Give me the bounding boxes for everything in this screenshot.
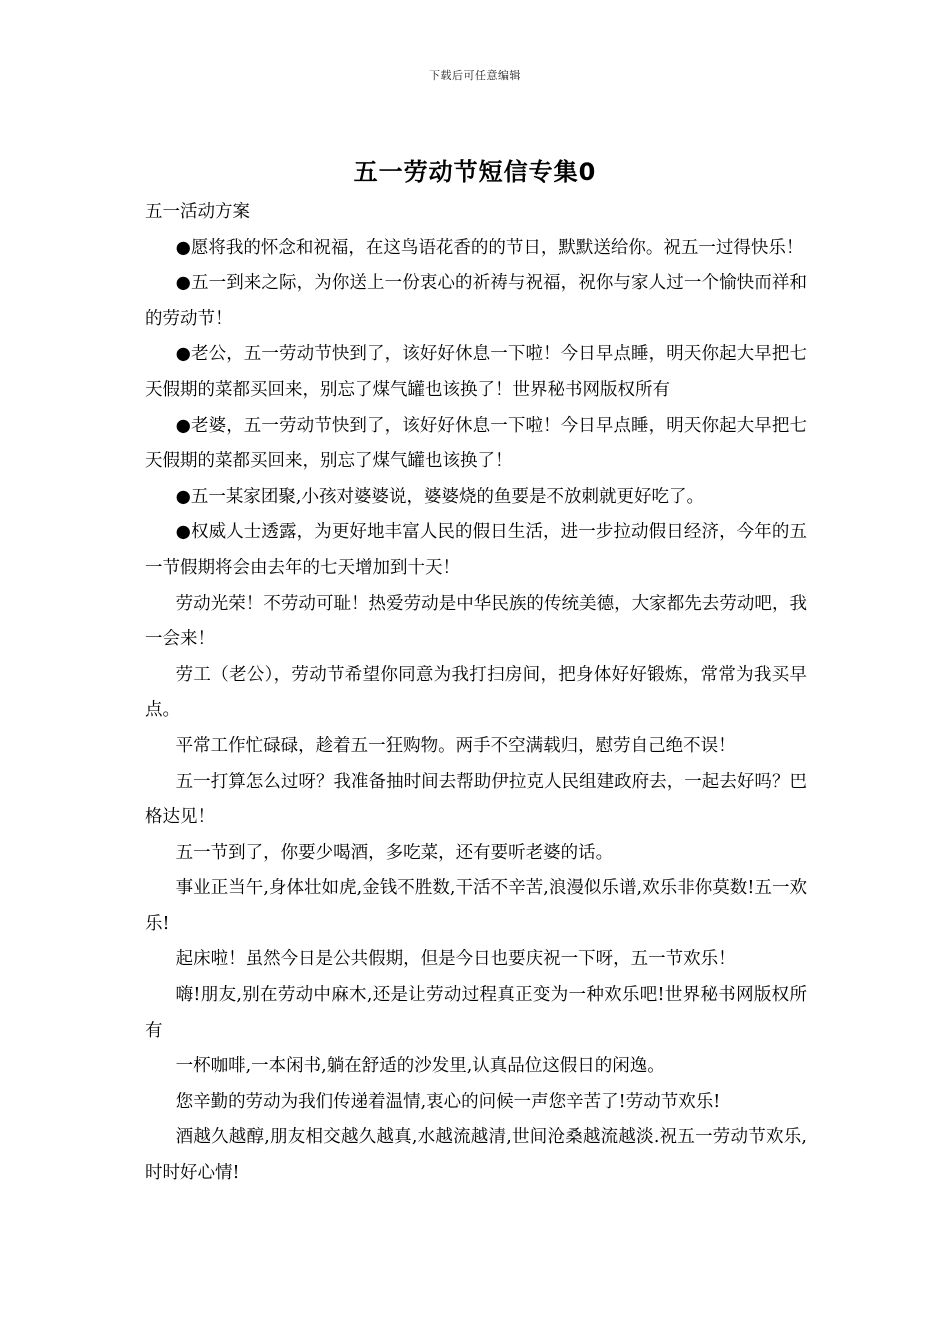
paragraph: ●老婆，五一劳动节快到了，该好好休息一下啦！今日早点睡，明天你起大早把七天假期的菜都买回来，别忘了煤气罐也该换了！: [145, 415, 807, 472]
paragraph: 五一节到了，你要少喝酒，多吃菜，还有要听老婆的话。: [175, 842, 614, 863]
paragraph: ●老公，五一劳动节快到了，该好好休息一下啦！今日早点睡，明天你起大早把七天假期的菜都买回来，别忘了煤气罐也该换了！世界秘书网版权所有: [145, 344, 807, 400]
header-note: 下载后可任意编辑: [429, 69, 521, 82]
paragraph: 平常工作忙碌碌，趁着五一狂购物。两手不空满载归，慰劳自己绝不误！: [175, 735, 736, 756]
document-body: [145, 195, 807, 1192]
paragraph: 酒越久越醇,朋友相交越久越真,水越流越清,世间沧桑越流越淡.祝五一劳动节欢乐,时时好心情!: [145, 1127, 807, 1184]
paragraph: 嗨!朋友,别在劳动中麻木,还是让劳动过程真正变为一种欢乐吧!世界秘书网版权所有: [145, 985, 807, 1041]
paragraph: 劳工（老公），劳动节希望你同意为我打扫房间，把身体好好锻炼，常常为我买早点。: [145, 664, 807, 721]
paragraph: ●五一到来之际，为你送上一份衷心的祈祷与祝福，祝你与家人过一个愉快而祥和的劳动节！: [145, 273, 807, 329]
paragraph: 起床啦！虽然今日是公共假期，但是今日也要庆祝一下呀，五一节欢乐！: [175, 949, 736, 970]
paragraph: ●五一某家团聚,小孩对婆婆说，婆婆烧的鱼要是不放刺就更好吃了。: [175, 486, 704, 507]
paragraph: 劳动光荣！不劳动可耻！热爱劳动是中华民族的传统美德，大家都先去劳动吧，我一会来！: [145, 593, 807, 650]
paragraph: 一杯咖啡,一本闲书,躺在舒适的沙发里,认真品位这假日的闲逸。: [175, 1056, 665, 1077]
document-title: 五一劳动节短信专集0: [353, 158, 597, 186]
paragraph: 五一打算怎么过呀？我准备抽时间去帮助伊拉克人民组建政府去，一起去好吗？巴格达见！: [145, 771, 807, 828]
paragraph: 事业正当午,身体壮如虎,金钱不胜数,干活不辛苦,浪漫似乐谱,欢乐非你莫数!五一欢乐!: [145, 878, 807, 934]
paragraph: 您辛勤的劳动为我们传递着温情,衷心的问候一声您辛苦了!劳动节欢乐!: [175, 1091, 721, 1112]
section-heading: 五一活动方案: [145, 202, 250, 222]
paragraph: ●愿将我的怀念和祝福，在这鸟语花香的的节日，默默送给你。祝五一过得快乐！: [175, 237, 804, 258]
paragraph: ●权威人士透露，为更好地丰富人民的假日生活，进一步拉动假日经济，今年的五一节假期将会由去年的七天增加到十天！: [145, 522, 807, 578]
